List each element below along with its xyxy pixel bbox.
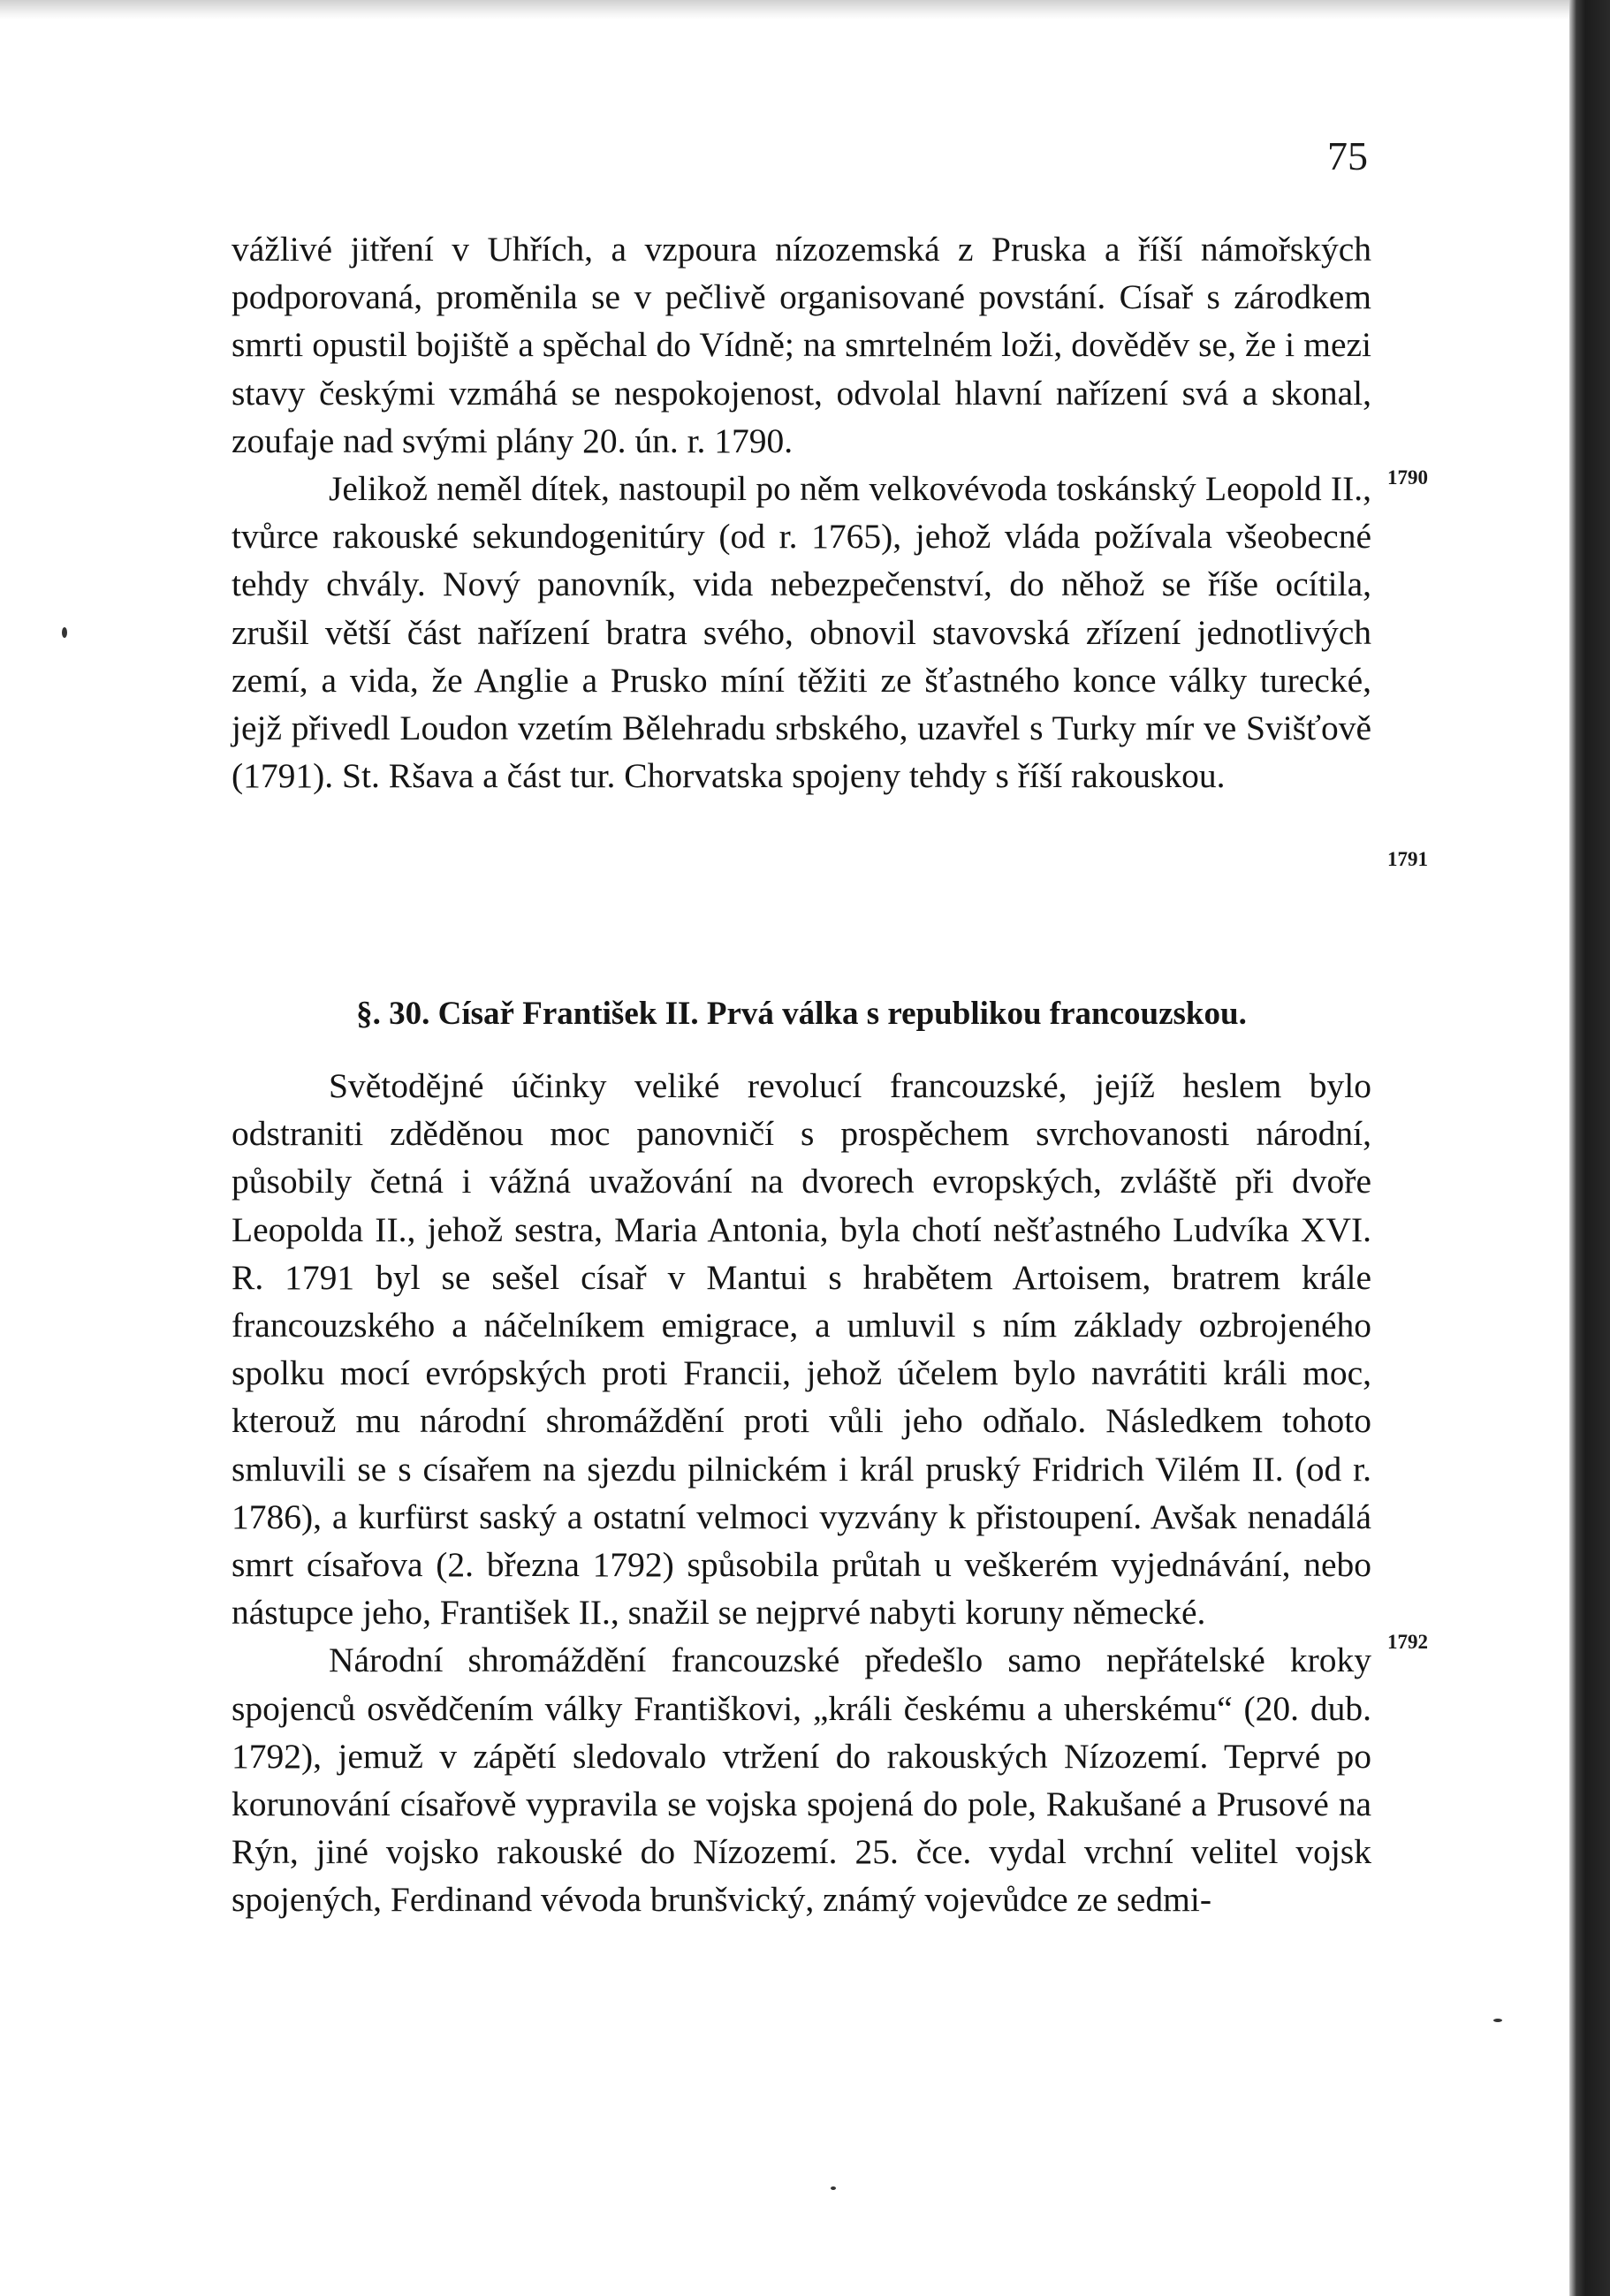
margin-year: 1790 (1387, 466, 1428, 489)
page-number: 75 (1327, 133, 1368, 178)
paragraph: vážlivé jitření v Uhřích, a vzpoura nízozemská z Pruska a říší námořských podporovaná, proměnila se v pečlivě organisované povstání. Císař s zárodkem smrti opustil bojiště a spěchal do Vídně; na smrtelném loži, dověděv se, že i mezi stavy českými vzmáhá se nespokojenost, odvolal hlavní nařízení svá a skonal, zoufaje nad svými plány 20. ún. r. 1790. (232, 230, 1371, 460)
section-heading: §. 30. Císař František II. Prvá válka s republikou francouzskou. (356, 996, 1247, 1032)
section-2-text (232, 1062, 1371, 1924)
paragraph: Světodějné účinky veliké revolucí francouzské, jejíž heslem bylo odstraniti zděděnou moc panovničí s prospěchem svrchovanosti národní, působily četná i vážná uvažování na dvorech evropských, zvláště při dvoře Leopolda II., jehož sestra, Maria Antonia, byla chotí nešťastného Ludvíka XVI. R. 1791 byl se sešel císař v Mantui s hrabětem Artoisem, bratrem krále francouzského a náčelníkem emigrace, a umluvil s ním základy ozbrojeného spolku mocí evrópských proti Francii, jehož účelem bylo navrátiti králi moc, kterouž mu národní shromáždění proti vůli jeho odňalo. Následkem tohoto smluvili se s císařem na sjezdu pilnickém i král pruský Fridrich Vilém II. (od r. 1786), a kurfürst saský a ostatní velmoci vyzvány k přistoupení. Avšak nenadálá smrt císařova (2. března 1792) spůsobila průtah u veškerém vyjednávání, nebo nástupce jeho, František II., snažil se nejprvé nabyti koruny německé. (232, 1066, 1371, 1633)
scan-speck (62, 627, 67, 638)
page-right-edge-shadow (1569, 0, 1610, 2296)
page-top-edge (0, 0, 1569, 19)
scan-speck (831, 2186, 836, 2190)
margin-year: 1791 (1387, 848, 1428, 870)
section-1-text (232, 225, 1371, 799)
paragraph: Národní shromáždění francouzské předešlo samo nepřátelské kroky spojenců osvědčením války Františkovi, „králi českému a uherskému“ (20. dub. 1792), jemuž v zápětí sledovalo vtržení do rakouských Nízozemí. Teprvé po korunování císařově vypravila se vojska spojená do pole, Rakušané a Prusové na Rýn, jiné vojsko rakouské do Nízozemí. 25. čce. vydal vrchní velitel vojsk spojených, Ferdinand vévoda brunšvický, známý vojevůdce ze sedmi- (232, 1641, 1371, 1920)
scan-speck (1493, 2019, 1502, 2022)
paragraph: Jelikož neměl dítek, nastoupil po něm velkovévoda toskánský Leopold II., tvůrce rakouské sekundogenitúry (od r. 1765), jehož vláda požívala všeobecné tehdy chvály. Nový panovník, vida nebezpečenství, do něhož se říše ocítila, zrušil větší část nařízení bratra svého, obnovil stavovská zřízení jednotlivých zemí, a vida, že Anglie a Prusko míní těžiti ze šťastného konce války turecké, jejž přivedl Loudon vzetím Bělehradu srbského, uzavřel s Turky mír ve Svišťově (1791). St. Ršava a část tur. Chorvatska spojeny tehdy s říší rakouskou. (232, 469, 1371, 796)
margin-year: 1792 (1387, 1631, 1428, 1653)
